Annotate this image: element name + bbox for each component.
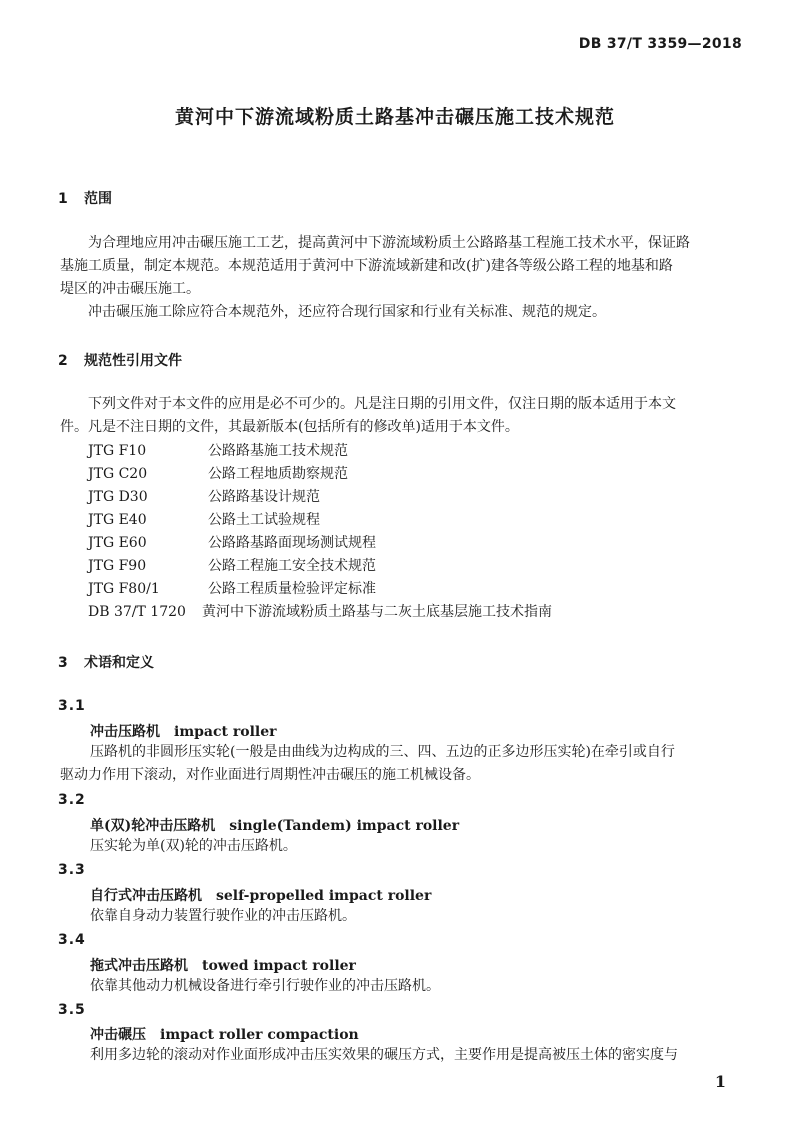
term-heading — [90, 955, 356, 975]
reference-code: JTG D30 — [88, 489, 148, 505]
term-heading — [90, 721, 277, 741]
section-number: 1 — [58, 191, 68, 207]
reference-code: JTG E60 — [88, 535, 147, 551]
text-line: 驱动力作用下滚动，对作业面进行周期性冲击碾压的施工机械设备。 — [60, 767, 480, 783]
term-number: 3.3 — [58, 862, 86, 878]
reference-item — [88, 486, 320, 509]
section-1-paragraph-2: 冲击碾压施工除应符合本规范外，还应符合现行国家和行业有关标准、规范的规定。 — [88, 304, 606, 320]
reference-item — [88, 601, 552, 624]
reference-title: 公路工程施工安全技术规范 — [208, 558, 376, 574]
section-title: 范围 — [84, 191, 112, 207]
standard-code: DB 37/T 3359—2018 — [578, 36, 742, 52]
term-cn: 单(双)轮冲击压路机 — [90, 818, 216, 834]
reference-code: JTG F90 — [88, 558, 147, 574]
reference-code: JTG F80/1 — [88, 581, 160, 597]
text-line: 基施工质量，制定本规范。本规范适用于黄河中下游流域新建和改(扩)建各等级公路工程的地基和路 — [60, 258, 673, 274]
term-number: 3.5 — [58, 1002, 86, 1018]
term-en: impact roller — [174, 724, 277, 740]
reference-item — [88, 509, 320, 532]
section-2-intro — [60, 393, 742, 439]
section-number: 2 — [58, 353, 68, 369]
text-line: 下列文件对于本文件的应用是必不可少的。凡是注日期的引用文件，仅注日期的版本适用于本文 — [88, 396, 676, 412]
reference-item — [88, 463, 348, 486]
term-heading — [90, 815, 459, 835]
text-line: 压路机的非圆形压实轮(一般是由曲线为边构成的三、四、五边的正多边形压实轮)在牵引或自行 — [90, 744, 675, 760]
term-en: impact roller compaction — [160, 1027, 359, 1043]
term-definition — [60, 741, 742, 787]
term-cn: 自行式冲击压路机 — [90, 888, 202, 904]
term-cn: 冲击碾压 — [90, 1027, 146, 1043]
section-2-heading — [58, 350, 182, 370]
term-cn: 拖式冲击压路机 — [90, 958, 188, 974]
term-en: towed impact roller — [202, 958, 356, 974]
reference-code: JTG C20 — [88, 466, 148, 482]
section-title: 规范性引用文件 — [84, 353, 182, 369]
term-definition: 利用多边轮的滚动对作业面形成冲击压实效果的碾压方式，主要作用是提高被压土体的密实度与 — [90, 1047, 678, 1063]
document-title: 黄河中下游流域粉质土路基冲击碾压施工技术规范 — [174, 106, 615, 128]
term-heading — [90, 1024, 359, 1044]
reference-code: DB 37/T 1720 — [88, 604, 186, 620]
term-definition: 依靠其他动力机械设备进行牵引行驶作业的冲击压路机。 — [90, 978, 440, 994]
reference-title: 黄河中下游流域粉质土路基与二灰土底基层施工技术指南 — [202, 604, 552, 620]
term-cn: 冲击压路机 — [90, 724, 160, 740]
reference-code: JTG F10 — [88, 443, 147, 459]
reference-code: JTG E40 — [88, 512, 147, 528]
reference-title: 公路路基路面现场测试规程 — [208, 535, 376, 551]
reference-item — [88, 578, 376, 601]
text-line: 堤区的冲击碾压施工。 — [60, 281, 200, 297]
reference-item — [88, 440, 348, 463]
text-line: 为合理地应用冲击碾压施工工艺，提高黄河中下游流域粉质土公路路基工程施工技术水平，保证路 — [88, 235, 690, 251]
reference-title: 公路路基设计规范 — [208, 489, 320, 505]
term-definition: 压实轮为单(双)轮的冲击压路机。 — [90, 838, 297, 854]
term-number: 3.1 — [58, 698, 86, 714]
reference-item — [88, 555, 376, 578]
section-number: 3 — [58, 655, 68, 671]
term-en: single(Tandem) impact roller — [229, 818, 460, 834]
reference-title: 公路路基施工技术规范 — [208, 443, 348, 459]
section-1-heading — [58, 188, 112, 208]
reference-item — [88, 532, 376, 555]
term-definition: 依靠自身动力装置行驶作业的冲击压路机。 — [90, 908, 356, 924]
term-heading — [90, 885, 431, 905]
section-1-paragraph-1 — [60, 232, 742, 301]
section-3-heading — [58, 652, 154, 672]
page-number: 1 — [714, 1072, 726, 1091]
term-number: 3.4 — [58, 932, 86, 948]
text-line: 件。凡是不注日期的文件，其最新版本(包括所有的修改单)适用于本文件。 — [60, 419, 519, 435]
reference-title: 公路工程地质勘察规范 — [208, 466, 348, 482]
term-number: 3.2 — [58, 792, 86, 808]
section-title: 术语和定义 — [84, 655, 154, 671]
reference-title: 公路工程质量检验评定标准 — [208, 581, 376, 597]
reference-title: 公路土工试验规程 — [208, 512, 320, 528]
term-en: self-propelled impact roller — [216, 888, 432, 904]
